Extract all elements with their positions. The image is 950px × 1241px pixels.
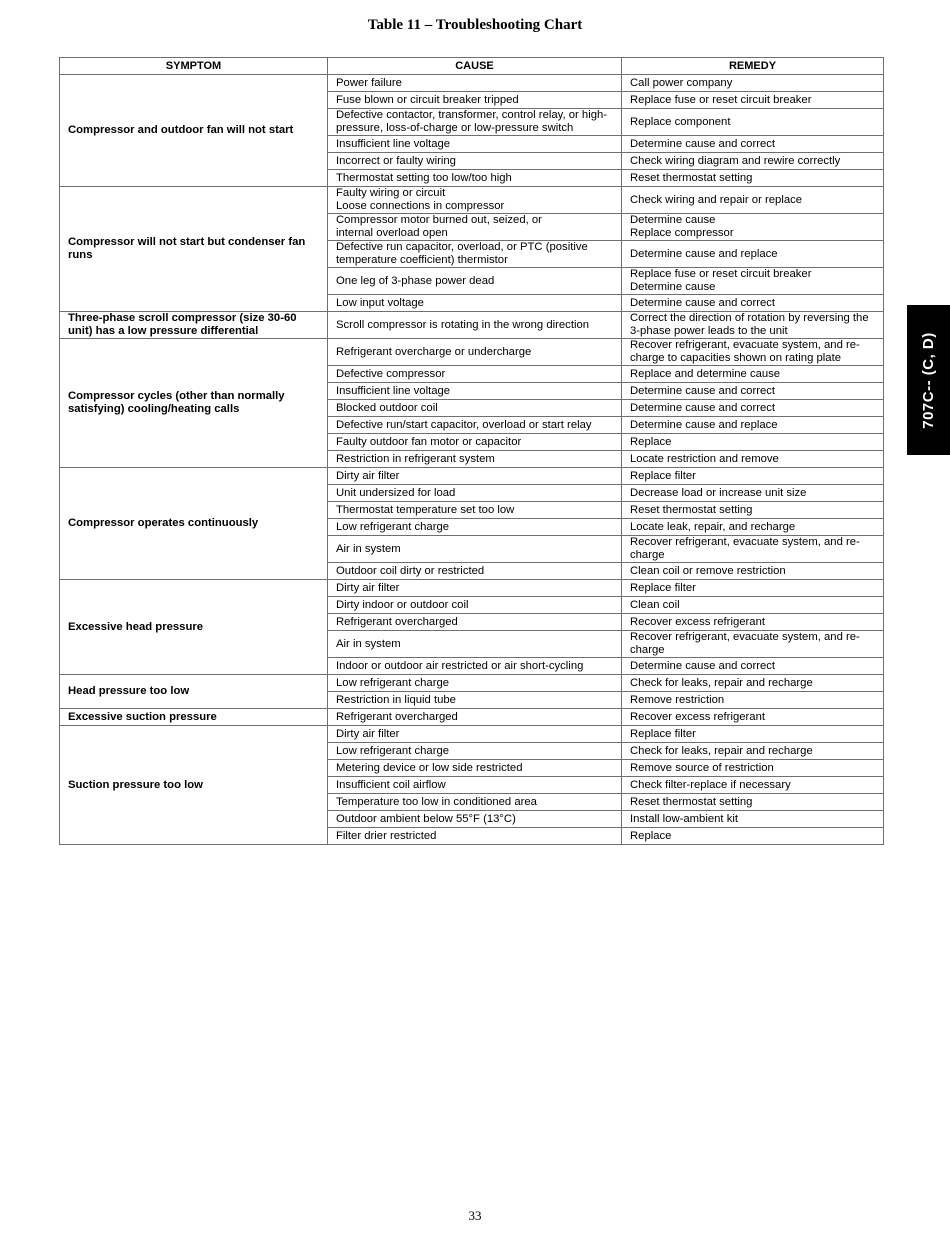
table-row	[60, 580, 884, 597]
symptom-cell: Compressor and outdoor fan will not start	[60, 75, 328, 187]
page-number: 33	[468, 1208, 482, 1223]
symptom-cell: Compressor will not start but condenser fan runs	[60, 187, 328, 312]
cause-cell: Fuse blown or circuit breaker tripped	[328, 92, 622, 109]
cause-cell: Thermostat setting too low/too high	[328, 170, 622, 187]
remedy-cell: Check wiring and repair or replace	[622, 187, 884, 214]
symptom-cell: Compressor cycles (other than normally satisfying) cooling/heating calls	[60, 339, 328, 468]
symptom-header: SYMPTOM	[60, 58, 328, 75]
cause-cell: Restriction in liquid tube	[328, 692, 622, 709]
cause-cell: Refrigerant overcharged	[328, 614, 622, 631]
cause-cell: Air in system	[328, 631, 622, 658]
cause-cell: Refrigerant overcharged	[328, 709, 622, 726]
remedy-cell: Replace filter	[622, 468, 884, 485]
remedy-cell: Replace fuse or reset circuit breaker	[622, 92, 884, 109]
cause-cell: Defective run/start capacitor, overload or start relay	[328, 417, 622, 434]
cause-cell: Blocked outdoor coil	[328, 400, 622, 417]
remedy-cell: Replace component	[622, 109, 884, 136]
table-row	[60, 726, 884, 743]
table-row	[60, 312, 884, 339]
remedy-cell: Replace and determine cause	[622, 366, 884, 383]
remedy-cell: Locate leak, repair, and recharge	[622, 519, 884, 536]
cause-cell: Low input voltage	[328, 295, 622, 312]
remedy-cell: Replace	[622, 434, 884, 451]
cause-cell: Indoor or outdoor air restricted or air short-cycling	[328, 658, 622, 675]
remedy-cell: Locate restriction and remove	[622, 451, 884, 468]
table-title: Table 11 – Troubleshooting Chart	[367, 17, 583, 33]
cause-cell: Thermostat temperature set too low	[328, 502, 622, 519]
cause-cell: Incorrect or faulty wiring	[328, 153, 622, 170]
troubleshooting-table	[59, 57, 884, 845]
cause-cell: Low refrigerant charge	[328, 743, 622, 760]
table-header-row	[60, 58, 884, 75]
remedy-cell: Recover excess refrigerant	[622, 614, 884, 631]
table-row	[60, 187, 884, 214]
cause-cell: Faulty wiring or circuit Loose connections in compressor	[328, 187, 622, 214]
cause-cell: Low refrigerant charge	[328, 519, 622, 536]
cause-cell: Filter drier restricted	[328, 828, 622, 845]
symptom-cell: Three-phase scroll compressor (size 30-60 unit) has a low pressure differential	[60, 312, 328, 339]
cause-cell: Dirty indoor or outdoor coil	[328, 597, 622, 614]
remedy-cell: Remove source of restriction	[622, 760, 884, 777]
cause-cell: Power failure	[328, 75, 622, 92]
remedy-cell: Replace filter	[622, 580, 884, 597]
cause-cell: Outdoor ambient below 55°F (13°C)	[328, 811, 622, 828]
symptom-cell: Excessive suction pressure	[60, 709, 328, 726]
remedy-cell: Install low-ambient kit	[622, 811, 884, 828]
remedy-cell: Replace filter	[622, 726, 884, 743]
remedy-cell: Determine cause and correct	[622, 658, 884, 675]
remedy-cell: Recover refrigerant, evacuate system, and re-charge	[622, 536, 884, 563]
remedy-cell: Reset thermostat setting	[622, 794, 884, 811]
section-side-tab	[907, 305, 950, 455]
table-row	[60, 675, 884, 692]
cause-cell: Air in system	[328, 536, 622, 563]
cause-cell: Outdoor coil dirty or restricted	[328, 563, 622, 580]
cause-cell: Scroll compressor is rotating in the wrong direction	[328, 312, 622, 339]
table-row	[60, 339, 884, 366]
remedy-cell: Check filter-replace if necessary	[622, 777, 884, 794]
symptom-cell: Excessive head pressure	[60, 580, 328, 675]
remedy-cell: Determine cause and replace	[622, 417, 884, 434]
remedy-cell: Decrease load or increase unit size	[622, 485, 884, 502]
remedy-cell: Call power company	[622, 75, 884, 92]
table-row	[60, 468, 884, 485]
remedy-cell: Replace	[622, 828, 884, 845]
cause-cell: Dirty air filter	[328, 726, 622, 743]
remedy-cell: Reset thermostat setting	[622, 502, 884, 519]
remedy-cell: Check for leaks, repair and recharge	[622, 675, 884, 692]
symptom-cell: Head pressure too low	[60, 675, 328, 709]
symptom-cell: Compressor operates continuously	[60, 468, 328, 580]
remedy-cell: Clean coil or remove restriction	[622, 563, 884, 580]
remedy-cell: Reset thermostat setting	[622, 170, 884, 187]
remedy-cell: Determine cause and correct	[622, 136, 884, 153]
cause-cell: Compressor motor burned out, seized, or internal overload open	[328, 214, 622, 241]
remedy-cell: Check for leaks, repair and recharge	[622, 743, 884, 760]
cause-cell: Refrigerant overcharge or undercharge	[328, 339, 622, 366]
remedy-cell: Replace fuse or reset circuit breaker Determine cause	[622, 268, 884, 295]
cause-cell: Low refrigerant charge	[328, 675, 622, 692]
symptom-cell: Suction pressure too low	[60, 726, 328, 845]
remedy-header: REMEDY	[622, 58, 884, 75]
cause-cell: Unit undersized for load	[328, 485, 622, 502]
cause-cell: Defective contactor, transformer, control relay, or high-pressure, loss-of-charge or low-pressure switch	[328, 109, 622, 136]
cause-header: CAUSE	[328, 58, 622, 75]
cause-cell: Faulty outdoor fan motor or capacitor	[328, 434, 622, 451]
cause-cell: Temperature too low in conditioned area	[328, 794, 622, 811]
remedy-cell: Determine cause and correct	[622, 295, 884, 312]
remedy-cell: Determine cause and replace	[622, 241, 884, 268]
cause-cell: Insufficient line voltage	[328, 136, 622, 153]
cause-cell: Metering device or low side restricted	[328, 760, 622, 777]
remedy-cell: Recover excess refrigerant	[622, 709, 884, 726]
remedy-cell: Recover refrigerant, evacuate system, and re-charge	[622, 631, 884, 658]
cause-cell: Defective compressor	[328, 366, 622, 383]
remedy-cell: Remove restriction	[622, 692, 884, 709]
table-body	[60, 75, 884, 845]
cause-cell: Insufficient coil airflow	[328, 777, 622, 794]
cause-cell: One leg of 3-phase power dead	[328, 268, 622, 295]
side-tab-label: 707C-- (C, D)	[920, 331, 938, 429]
remedy-cell: Clean coil	[622, 597, 884, 614]
table-row	[60, 75, 884, 92]
remedy-cell: Determine cause and correct	[622, 400, 884, 417]
remedy-cell: Check wiring diagram and rewire correctly	[622, 153, 884, 170]
cause-cell: Insufficient line voltage	[328, 383, 622, 400]
remedy-cell: Recover refrigerant, evacuate system, and re-charge to capacities shown on rating plate	[622, 339, 884, 366]
remedy-cell: Correct the direction of rotation by reversing the 3-phase power leads to the unit	[622, 312, 884, 339]
cause-cell: Dirty air filter	[328, 580, 622, 597]
cause-cell: Dirty air filter	[328, 468, 622, 485]
table-row	[60, 709, 884, 726]
cause-cell: Defective run capacitor, overload, or PTC (positive temperature coefficient) thermistor	[328, 241, 622, 268]
remedy-cell: Determine cause and correct	[622, 383, 884, 400]
cause-cell: Restriction in refrigerant system	[328, 451, 622, 468]
remedy-cell: Determine cause Replace compressor	[622, 214, 884, 241]
